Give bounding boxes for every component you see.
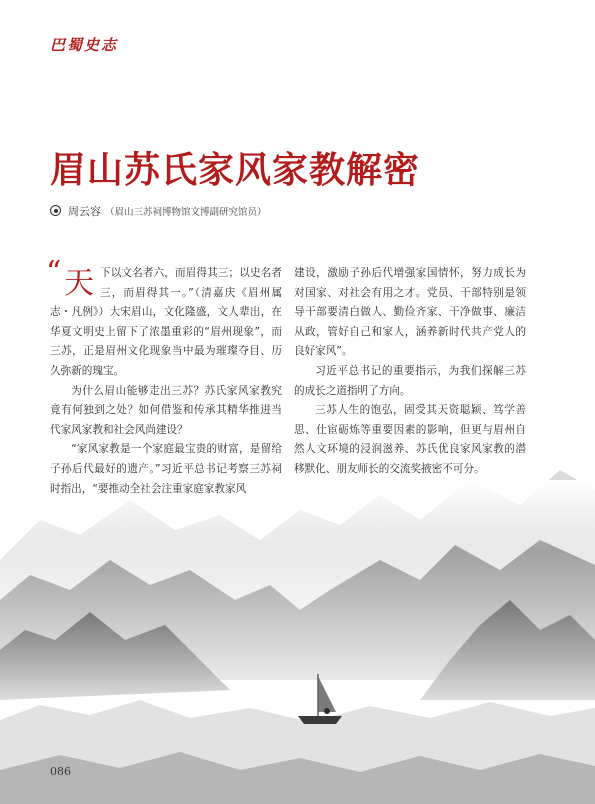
paragraph: 为什么眉山能够走出三苏？苏氏家风家教究竟有何独到之处？如何借鉴和传承其精华推进当代家风家教和社会风尚建设？ <box>50 384 282 436</box>
paragraph: 三苏人生的饱弘，固受其天资聪颖、笃学善思、仕宦砺炼等重要因素的影响，但更与眉州自然人文环境的浸润滋养、苏氏优良家风家教的潜移默化、朋友师长的交流奖掖密不可分。 <box>294 404 526 475</box>
paragraph: 习近平总书记的重要指示，为我们探解三苏的成长之道指明了方向。 <box>294 364 526 397</box>
author-bullet-icon <box>50 205 61 216</box>
article-title: 眉山苏氏家风家教解密 <box>50 150 421 191</box>
drop-cap: 天 <box>64 266 94 301</box>
author-name: 周云容 <box>68 205 101 218</box>
section-label: 巴蜀史志 <box>50 36 119 54</box>
lead-quote-mark: “ <box>46 255 62 290</box>
right-column <box>294 264 526 480</box>
left-column <box>46 255 282 499</box>
page-number: 086 <box>50 765 71 778</box>
paragraph: 建设，激励子孙后代增强家国情怀，努力成长为对国家、对社会有用之才。党员、干部特别是领导干部要清白做人、勤俭齐家、干净做事、廉洁从政，管好自己和家人，涵养新时代共产党人的良好家风”。 <box>294 267 526 358</box>
paragraph: “家风家教是一个家庭最宝贵的财富，是留给子孙后代最好的遗产。”习近平总书记考察三苏祠时指出，“要推动全社会注重家庭家教家风 <box>50 443 282 495</box>
boat-icon <box>298 674 342 724</box>
lead-paragraph <box>46 255 282 382</box>
author-line <box>50 203 267 219</box>
author-affiliation: （眉山三苏祠博物馆文博副研究馆员） <box>105 207 267 218</box>
lead-text: 下以文名者六，而眉得其三；以史名者三，而眉得其一。”（清嘉庆《眉州属志・凡例》）大宋眉山，文化隆盛，文人辈出，在华夏文明史上留下了浓墨重彩的“眉州现象”，而三苏，正是眉州文化现象当中最为璀璨夺目、历久弥新的瑰宝。 <box>50 267 282 377</box>
